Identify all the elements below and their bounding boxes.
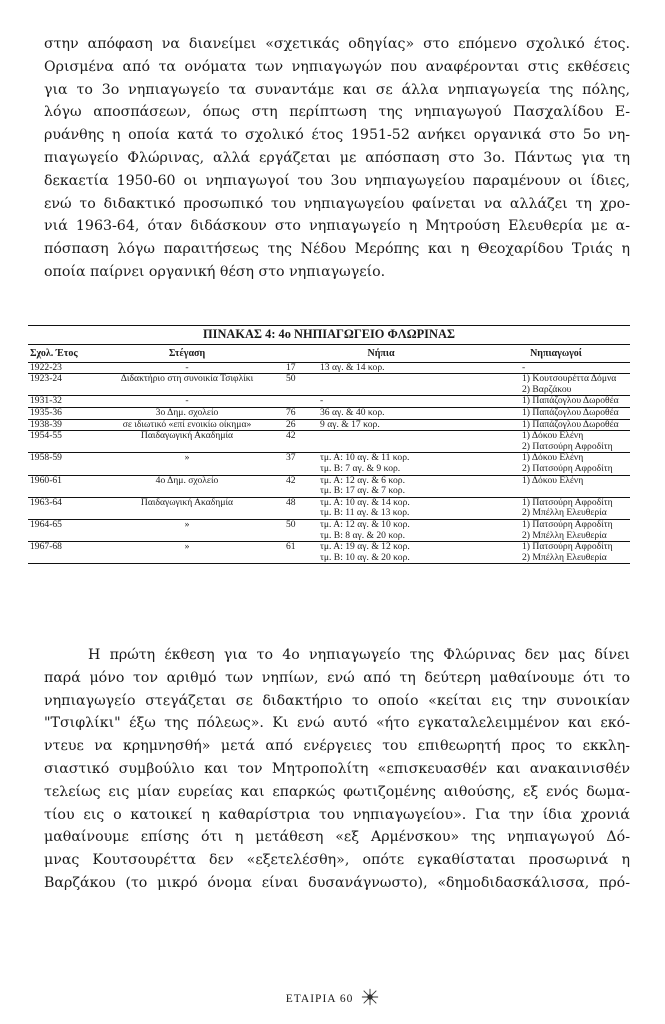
cell-year: 1923-24	[28, 374, 94, 385]
cell-teacher: 2) Μπέλλη Ελευθερία	[522, 529, 607, 541]
cell-teacher: 2) Πατσούρη Αφροδίτη	[522, 462, 613, 474]
cell-building: Παιδαγωγική Ακαδημία	[94, 431, 280, 442]
para2-line: παρά μόνο τον αριθμό των νηπίων, ενώ από τη δεύτερη μαθαίνουμε ότι το	[44, 669, 630, 686]
cell-building: »	[94, 542, 280, 553]
para1-line: οποία παίρνει οργανική θέση στο νηπιαγωγείο.	[44, 263, 386, 280]
cell-kids: -	[318, 396, 482, 408]
cell-teacher: 2) Μπέλλη Ελευθερία	[482, 553, 630, 564]
cell-year: 1964-65	[28, 519, 94, 530]
para1-line: ενώ το διδακτικό προσωπικό του νηπιαγωγείου φαίνεται να αλλάζει τη χρο-	[44, 195, 630, 212]
para2-line: νηπιαγωγείο στεγάζεται σε διδακτήριο το οποίο «κείται εις την συνοικίαν	[44, 692, 630, 709]
col-children-header: Νήπια	[280, 345, 482, 362]
cell-kids	[318, 385, 482, 396]
para2-line: σιαστικό συμβούλιο και τον Μητροπολίτη «επισκευασθέν και ανακαινισθέν	[44, 760, 630, 777]
cell-teacher: 2) Μπέλλη Ελευθερία	[522, 507, 607, 519]
cell-year: 1963-64	[28, 497, 94, 508]
cell-teacher: 1) Κουτσουρέττα Δόμνα	[482, 374, 630, 385]
para1-line: πόσπαση λόγω παραιτήσεως της Νέδου Μερόπης και η Θεοχαρίδου Τριάς η	[44, 241, 630, 258]
cell-building: 4ο Δημ. σχολείο	[94, 475, 280, 486]
cell-year	[28, 508, 94, 519]
cell-year: 1958-59	[28, 453, 94, 464]
cell-building	[94, 464, 280, 475]
cell-num: 17	[280, 362, 318, 374]
cell-building: »	[94, 519, 280, 530]
table-row	[28, 419, 630, 431]
cell-teacher: 2) Βαρζάκου	[522, 383, 572, 395]
cell-building: σε ιδιωτικό «επί ενοικίω οίκημα»	[94, 419, 280, 431]
cell-year	[28, 385, 94, 396]
kindergarten-table	[28, 345, 630, 564]
table-row	[28, 519, 630, 530]
cell-num	[280, 553, 318, 564]
table-row	[28, 385, 630, 396]
cell-teacher: 1) Παπάζογλου Δωροθέα	[482, 396, 630, 408]
footer-label: ΕΤΑΙΡΙΑ	[285, 993, 336, 1005]
cell-num	[280, 442, 318, 453]
table-row	[28, 553, 630, 564]
paragraph-bottom	[44, 644, 630, 895]
cell-kids: τμ. Α: 19 αγ. & 12 κορ.	[318, 542, 482, 553]
para1-line: ρυάνθης η οποία κατά το σχολικό έτος 1951-52 ανήκει οργανικά στο 5ο νη-	[44, 127, 630, 144]
para2-line: μνας Κουτσουρέττα δεν «εξετελέσθη», οπότε εγκαθίσταται προσωρινά η	[44, 852, 630, 869]
para1-line: στην απόφαση να διανείμει «σχετικάς οδηγίας» στο επόμενο σχολικό έτος.	[44, 36, 630, 52]
para2-line: ντευε να κρημνησθή» μετά από ενέργειες του επιθεωρητή προς το εκκλη-	[44, 738, 630, 755]
cell-teacher: 1) Παπάζογλου Δωροθέα	[482, 407, 630, 419]
page-footer	[0, 988, 665, 1006]
cell-year: 1954-55	[28, 431, 94, 442]
cell-building: -	[94, 396, 280, 408]
cell-building	[94, 531, 280, 542]
col-teachers-header: Νηπιαγωγοί	[482, 345, 630, 362]
cell-year	[28, 442, 94, 453]
cell-num: 42	[280, 475, 318, 486]
cell-num	[280, 486, 318, 497]
cell-num: 61	[280, 542, 318, 553]
para2-line: τίου εις ο κατοικεί η καθαρίστρια του νηπιαγωγείου». Για την ίδια χρονιά	[44, 806, 630, 823]
cell-num	[280, 385, 318, 396]
cell-num	[280, 508, 318, 519]
table-row	[28, 486, 630, 497]
cell-building	[94, 553, 280, 564]
cell-num: 50	[280, 519, 318, 530]
cell-kids: τμ. Α: 10 αγ. & 11 κορ.	[318, 453, 482, 464]
cell-num: 42	[280, 431, 318, 442]
cell-kids: 9 αγ. & 17 κορ.	[318, 419, 482, 431]
cell-building: Διδακτήριο στη συνοικία Τσιφλίκι	[94, 374, 280, 385]
table-row	[28, 531, 630, 542]
cell-building: Παιδαγωγική Ακαδημία	[94, 497, 280, 508]
cell-num	[280, 464, 318, 475]
cell-kids: τμ. Β: 7 αγ. & 9 κορ.	[320, 462, 401, 474]
cell-num: 50	[280, 374, 318, 385]
para1-line: λόγω αποσπάσεων, όπως στη περίπτωση της νηπιαγωγού Πασχαλίδου Ε-	[44, 104, 630, 121]
cell-building	[94, 508, 280, 519]
para1-line: δεκαετία 1950-60 οι νηπιαγωγοί του 3ου νηπιαγωγείου παραμένουν οι ίδιες,	[44, 172, 630, 189]
para1-line: για το 3ο νηπιαγωγείο τα συναντάμε και σε άλλα νηπιαγωγεία της πόλης,	[44, 81, 630, 98]
cell-num	[280, 396, 318, 408]
cell-teacher: 1) Δόκου Ελένη	[482, 475, 630, 486]
cell-year	[28, 531, 94, 542]
cell-teacher: 1) Πατσούρη Αφροδίτη	[482, 542, 630, 553]
cell-kids: τμ. Β: 10 αγ. & 20 κορ.	[318, 553, 482, 564]
cell-kids	[318, 442, 482, 453]
cell-year: 1922-23	[28, 362, 94, 374]
cell-teacher: 2) Πατσούρη Αφροδίτη	[522, 440, 613, 452]
table-row	[28, 396, 630, 408]
para2-line: τελείως εις μίαν ευρείας και επαρκώς φωτιζομένης αιθούσης, εξ ενός δωμα-	[44, 783, 630, 800]
cell-kids: τμ. Α: 12 αγ. & 10 κορ.	[318, 519, 482, 530]
cell-year: 1960-61	[28, 475, 94, 486]
cell-year	[28, 553, 94, 564]
para2-line: Βαρζάκου (το μικρό όνομα είναι δυσανάγνωστο), «δημοδιδασκάλισσα, πρό-	[44, 874, 630, 891]
cell-building	[94, 385, 280, 396]
page-number: 60	[339, 993, 354, 1005]
cell-teacher: 1) Δόκου Ελένη	[482, 431, 630, 442]
para2-line: "Τσιφλίκι" έξω της πόλεως». Κι ενώ αυτό «ήτο εγκαταλελειμμένον και εκό-	[44, 715, 630, 732]
para1-line: νιά 1963-64, όταν διδάσκουν στο νηπιαγωγείο η Μητρούση Ελευθερία με α-	[44, 218, 630, 235]
para1-line: πιαγωγείο Φλώρινας, αλλά εργάζεται με απόσπαση στο 3ο. Πάντως για τη	[44, 149, 630, 166]
cell-teacher	[482, 486, 630, 497]
cell-kids: τμ. Β: 17 αγ. & 7 κορ.	[320, 485, 405, 497]
cell-kids: τμ. Β: 11 αγ. & 13 κορ.	[320, 507, 410, 519]
cell-kids	[318, 431, 482, 442]
cell-year	[28, 464, 94, 475]
cell-building	[94, 442, 280, 453]
paragraph-top	[44, 33, 630, 284]
table-row	[28, 464, 630, 475]
star-burst-icon	[361, 988, 379, 1006]
cell-teacher: 1) Δόκου Ελένη	[482, 453, 630, 464]
cell-year: 1931-32	[28, 396, 94, 408]
cell-num: 76	[280, 407, 318, 419]
table-row	[28, 442, 630, 453]
cell-year: 1938-39	[28, 419, 94, 431]
cell-building	[94, 486, 280, 497]
cell-building: »	[94, 453, 280, 464]
table-row	[28, 407, 630, 419]
cell-kids: τμ. Α: 12 αγ. & 6 κορ.	[318, 475, 482, 486]
cell-teacher: 1) Πατσούρη Αφροδίτη	[482, 519, 630, 530]
cell-teacher: 1) Πατσούρη Αφροδίτη	[482, 497, 630, 508]
para2-line: μαθαίνουμε επίσης ότι η μετάθεση «εξ Αρμένσκου» της νηπιαγωγού Δό-	[44, 829, 630, 846]
cell-teacher: 1) Παπάζογλου Δωροθέα	[482, 419, 630, 431]
cell-num	[280, 531, 318, 542]
cell-year: 1935-36	[28, 407, 94, 419]
table-body	[28, 362, 630, 564]
cell-teacher: -	[482, 362, 630, 374]
cell-num: 37	[280, 453, 318, 464]
cell-kids	[318, 374, 482, 385]
cell-year	[28, 486, 94, 497]
cell-kids: 36 αγ. & 40 κορ.	[318, 407, 482, 419]
cell-num: 48	[280, 497, 318, 508]
cell-building: -	[94, 362, 280, 374]
col-building-header: Στέγαση	[94, 345, 280, 362]
para1-line: Ορισμένα από τα ονόματα των νηπιαγωγών που αναφέρονται στις εκθέσεις	[44, 58, 630, 75]
cell-num: 26	[280, 419, 318, 431]
col-year-header: Σχολ. Έτος	[28, 345, 94, 362]
table-row	[28, 508, 630, 519]
cell-kids: τμ. Β: 8 αγ. & 20 κορ.	[320, 529, 405, 541]
table-title: ΠΙΝΑΚΑΣ 4: 4ο ΝΗΠΙΑΓΩΓΕΙΟ ΦΛΩΡΙΝΑΣ	[28, 325, 630, 345]
para2-line: Η πρώτη έκθεση για το 4ο νηπιαγωγείο της Φλώρινας δεν μας δίνει	[88, 647, 630, 663]
table-4	[28, 325, 630, 564]
cell-kids: 13 αγ. & 14 κορ.	[318, 362, 482, 374]
cell-kids: τμ. Α: 10 αγ. & 14 κορ.	[318, 497, 482, 508]
table-row	[28, 362, 630, 374]
cell-year: 1967-68	[28, 542, 94, 553]
cell-building: 3ο Δημ. σχολείο	[94, 407, 280, 419]
